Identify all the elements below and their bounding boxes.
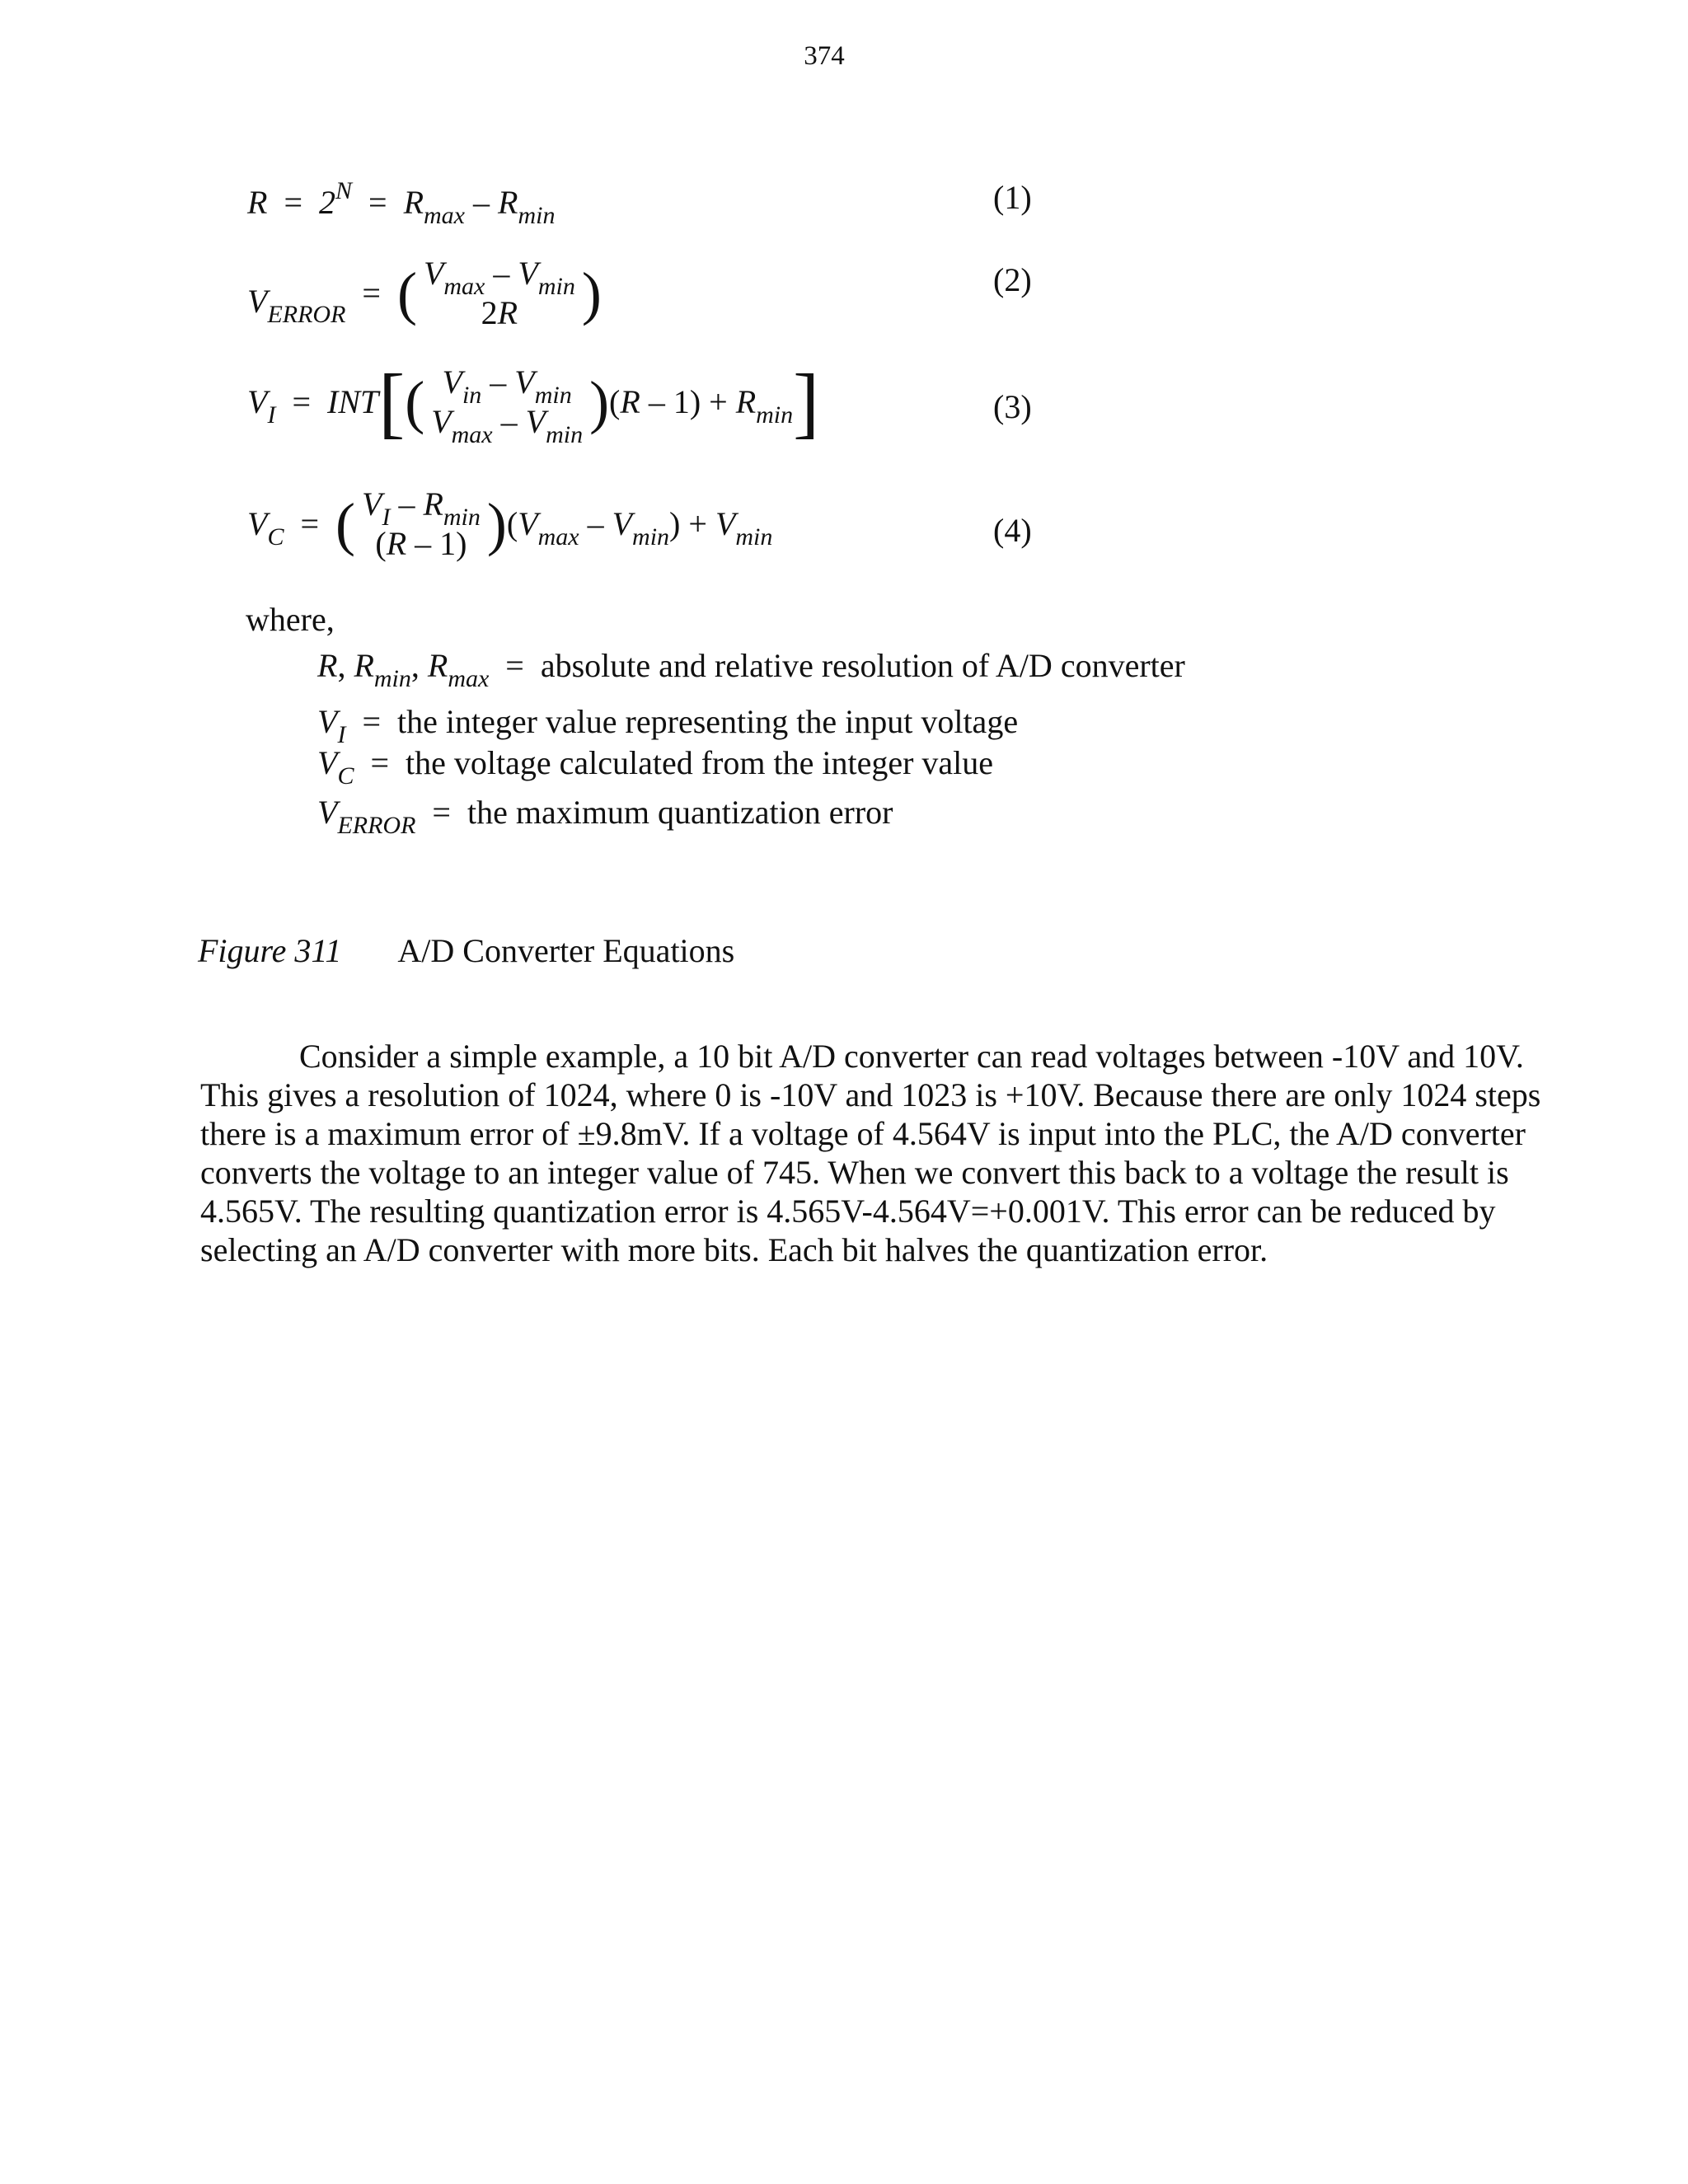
definition-verror: $V_{ERROR}$ = the maximum quantization error bbox=[317, 794, 893, 839]
equation-4: $V_C$ = ( $V_I - R_{min}$ (R – 1) )$(V_{max} - V_{min}) + V_{min}$ bbox=[247, 485, 773, 562]
body-text bbox=[200, 1037, 1552, 1269]
figure-caption bbox=[198, 931, 734, 970]
definition-vi-text: the integer value representing the input voltage bbox=[397, 703, 1019, 740]
equation-4-number: (4) bbox=[993, 512, 1032, 549]
page-number: 374 bbox=[804, 41, 845, 71]
definition-vc: $V_C$ = the voltage calculated from the integer value bbox=[317, 744, 994, 790]
equation-1: $R = 2^N = R_{max} - R_{min}$ bbox=[247, 177, 556, 229]
definition-vi: $V_I$ = the integer value representing the input voltage bbox=[317, 703, 1019, 748]
equation-2-number: (2) bbox=[993, 261, 1032, 298]
definition-verror-text: the maximum quantization error bbox=[467, 794, 893, 831]
where-label: where, bbox=[246, 601, 335, 638]
equation-3: $V_I = INT$[( $V_{in} - V_{min}$ $V_{max} - V_{min}$ )$(R - 1) + R_{min}$] bbox=[247, 358, 820, 448]
figure-title: A/D Converter Equations bbox=[397, 932, 735, 969]
definition-resolution: R, $R_{min}$, $R_{max}$ = absolute and relative resolution of A/D converter bbox=[317, 647, 1185, 692]
equation-2: $V_{ERROR}$ = ( $V_{max} - V_{min}$ 2R ) bbox=[247, 255, 602, 331]
figure-label: Figure 311 bbox=[198, 932, 342, 969]
definition-resolution-text: absolute and relative resolution of A/D converter bbox=[540, 647, 1185, 684]
equation-3-number: (3) bbox=[993, 388, 1032, 425]
body-paragraph: Consider a simple example, a 10 bit A/D converter can read voltages between -10V and 10V. This gives a resolution of 1024, where 0 is -10V and 1023 is +10V. Because there are only 1024 steps there is a maximum error of ±9.8mV. If a voltage of 4.564V is input into the PLC, the A/D converter converts the voltage to an integer value of 745. When we convert this back to a voltage the result is 4.565V. The resulting quantization error is 4.565V-4.564V=+0.001V. This error can be reduced by selecting an A/D converter with more bits. Each bit halves the quantization error. bbox=[200, 1038, 1541, 1268]
equation-1-number: (1) bbox=[993, 179, 1032, 216]
definition-vc-text: the voltage calculated from the integer value bbox=[406, 744, 994, 781]
